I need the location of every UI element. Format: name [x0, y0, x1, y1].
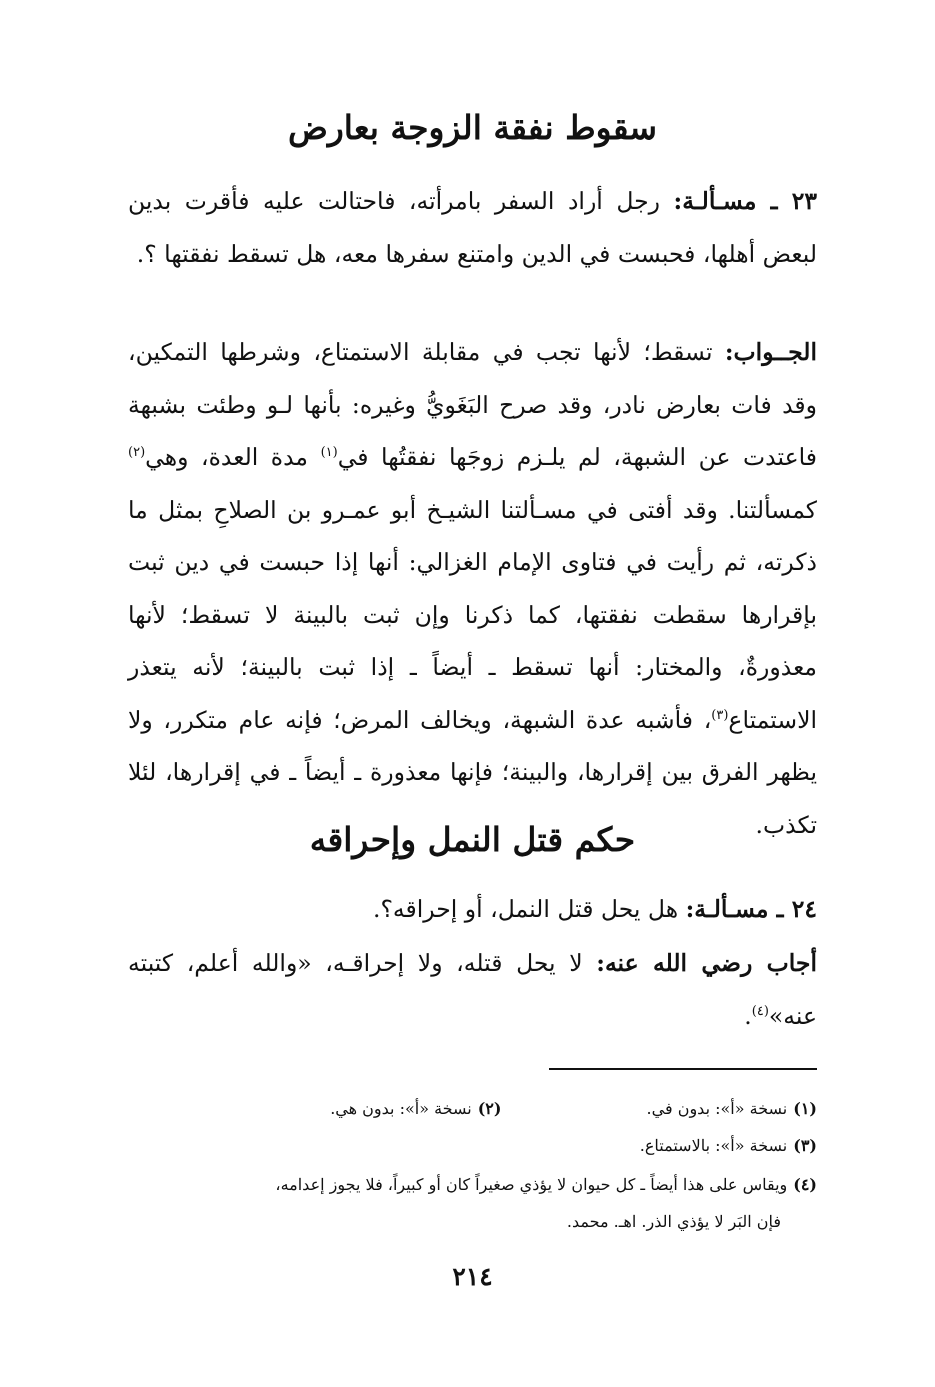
- footnote-4-number: (٤): [793, 1175, 817, 1194]
- answer-23-part4: ، فأشبه عدة الشبهة، ويخالف المرض؛ فإنه عام متكرر، ولا يظهر الفرق بين إقرارها، والبينة؛ فإنها معذورة ـ أيضاً ـ في إقرارها، لئلا تكذب.: [128, 705, 817, 839]
- footnote-ref-3: (٣): [711, 707, 729, 723]
- question-23-label: ٢٣ ـ مسـألـة:: [673, 187, 817, 215]
- footnote-3: [128, 1127, 817, 1164]
- answer-24: [128, 937, 817, 1042]
- page-number: ٢١٤: [452, 1262, 493, 1291]
- answer-24-label: أجاب رضي الله عنه:: [596, 949, 817, 977]
- footnote-separator: [549, 1068, 817, 1070]
- footnote-1-number: (١): [793, 1099, 817, 1118]
- book-page: [128, 0, 817, 1387]
- footnote-4-continuation: فإن البَر لا يؤذي الذر. اهـ. محمد.: [566, 1212, 781, 1231]
- footnote-1: [647, 1090, 817, 1127]
- footnote-row-1: [128, 1090, 817, 1127]
- section-heading-nafaqa: سقوط نفقة الزوجة بعارض: [287, 108, 658, 147]
- footnote-2: [330, 1090, 501, 1127]
- footnote-ref-1: (١): [320, 445, 338, 461]
- footnote-4: [128, 1166, 817, 1240]
- question-24-text: هل يحل قتل النمل، أو إحراقه؟.: [372, 895, 679, 923]
- answer-23: [128, 326, 817, 851]
- answer-23-part3: كمسألتنا. وقد أفتى في مسـألتنا الشيـخ أبو عمـرو بن الصلاحِ بمثل ما ذكرته، ثم رأيت في فتاوى الإمام الغزالي: أنها إذا حبست في دين ثبت بإقرارها سقطت نفقتها، كما ذكرنا وإن ثبت بالبينة لا تسقط؛ لأنها معذورةٌ، والمختار: أنها تسقط ـ أيضاً ـ إذا ثبت بالبينة؛ لأنه يتعذر الاستمتاع: [128, 495, 817, 734]
- footnote-3-number: (٣): [793, 1136, 817, 1155]
- footnote-1-text: نسخة «أ»: بدون في.: [646, 1099, 788, 1118]
- footnote-4-text: ويقاس على هذا أيضاً ـ كل حيوان لا يؤذي صغيراً كان أو كبيراً، فلا يجوز إعدامه،: [275, 1175, 788, 1194]
- footnote-3-text: نسخة «أ»: بالاستمتاع.: [639, 1136, 788, 1155]
- answer-23-label: الجــواب:: [724, 338, 817, 366]
- section-heading-ants: حكم قتل النمل وإحراقه: [309, 820, 636, 859]
- question-23-text: رجل أراد السفر بامرأته، فاحتالت عليه فأقرت بدين لبعض أهلها، فحبست في الدين وامتنع سفرها معه، هل تسقط نفقتها ؟.: [128, 187, 817, 268]
- answer-23-part1: تسقط؛ لأنها تجب في مقابلة الاستمتاع، وشرطها التمكين، وقد فات بعارض نادر، وقد صرح البَغَويُّ وغيره: بأنها لـو وطئت بشبهة فاعتدت عن الشبهة، لم يلـزم زوجَها نفقتُها في: [128, 338, 817, 471]
- answer-24-end: .: [744, 1001, 752, 1030]
- answer-23-part2: مدة العدة، وهي: [145, 443, 309, 471]
- question-24-label: ٢٤ ـ مسـألـة:: [685, 895, 817, 923]
- footnote-ref-4: (٤): [751, 1003, 769, 1019]
- question-24: [128, 883, 817, 936]
- answer-24-text: لا يحل قتله، ولا إحراقـه، «والله أعلم، كتبته عنه»: [128, 949, 817, 1030]
- footnote-ref-2: (٢): [128, 445, 146, 461]
- question-23: [128, 175, 817, 280]
- footnote-2-number: (٢): [477, 1099, 502, 1118]
- footnote-2-text: نسخة «أ»: بدون هي.: [330, 1099, 472, 1118]
